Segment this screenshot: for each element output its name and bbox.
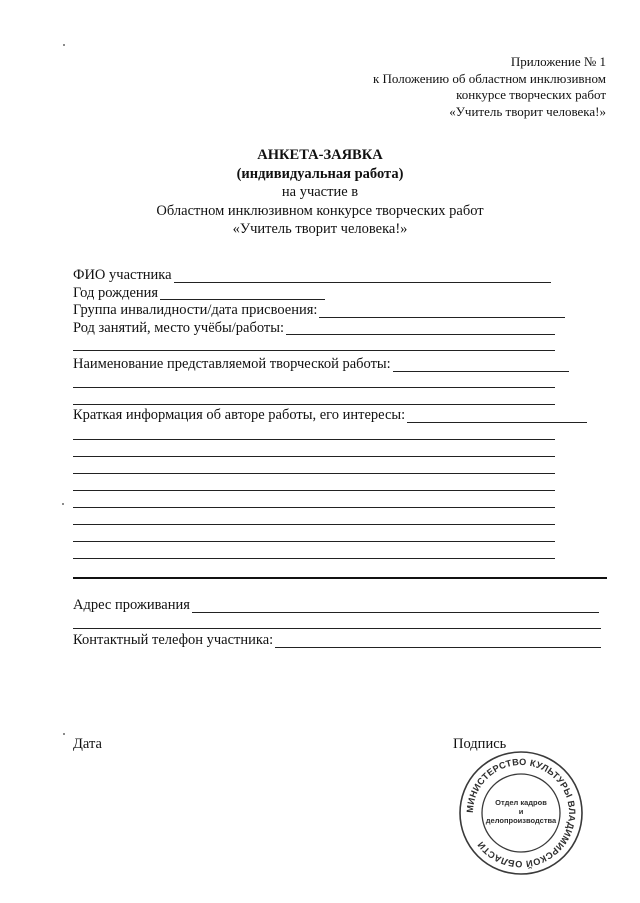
work-title-field — [73, 356, 613, 374]
round-stamp — [458, 750, 584, 876]
address-line-2[interactable] — [73, 628, 601, 629]
scan-speck — [62, 503, 64, 505]
appendix-number: Приложение № 1 — [510, 54, 606, 69]
occupation-label: Род занятий, место учёбы/работы: — [73, 319, 285, 336]
form-title-contest: Областном инклюзивном конкурсе творческих работ — [156, 202, 484, 219]
author-info-line-3[interactable] — [73, 456, 555, 457]
signature-label: Подпись — [453, 736, 507, 752]
stamp-center-line1: Отдел кадров — [495, 798, 547, 807]
fio-row — [73, 267, 613, 285]
scan-speck — [63, 44, 65, 46]
author-info-field — [73, 407, 613, 425]
author-info-line-6[interactable] — [73, 507, 555, 508]
disability-row — [73, 302, 613, 320]
fio-label: ФИО участника — [73, 267, 172, 283]
scan-speck — [63, 733, 65, 735]
address-label: Адрес проживания — [73, 597, 190, 613]
occupation-row — [73, 320, 613, 338]
birth-year-row — [73, 285, 613, 303]
work-title-line-2[interactable] — [73, 387, 555, 388]
form-fields — [73, 267, 613, 337]
section-divider — [73, 577, 607, 579]
disability-label: Группа инвалидности/дата присвоения: — [73, 302, 318, 318]
author-info-line-9[interactable] — [73, 558, 555, 559]
stamp-center-line2: и — [518, 807, 524, 816]
address-field — [73, 597, 613, 615]
phone-label: Контактный телефон участника: — [73, 632, 274, 648]
phone-field — [73, 632, 613, 650]
form-title-contest-name: «Учитель творит человека!» — [232, 221, 408, 237]
address-row — [73, 597, 613, 615]
form-title-participation: на участие в — [281, 184, 359, 200]
stamp-ring-textpath: МИНИСТЕРСТВО КУЛЬТУРЫ ВЛАДИМИРСКОЙ ОБЛАСТИ — [464, 756, 578, 870]
date-label: Дата — [73, 736, 102, 752]
work-title-row — [73, 356, 613, 374]
form-subtitle: (индивидуальная работа) — [236, 165, 404, 182]
author-info-line-2[interactable] — [73, 439, 555, 440]
author-info-line-4[interactable] — [73, 473, 555, 474]
author-info-label: Краткая информация об авторе работы, его интересы: — [73, 407, 406, 423]
work-title-label: Наименование представляемой творческой работы: — [73, 356, 391, 372]
stamp-center-line3: делопроизводства — [485, 816, 557, 825]
appendix-header — [306, 54, 606, 120]
author-info-row — [73, 407, 613, 425]
author-info-line-8[interactable] — [73, 541, 555, 542]
occupation-extra-line[interactable] — [73, 350, 555, 351]
author-info-line-7[interactable] — [73, 524, 555, 525]
author-info-line-5[interactable] — [73, 490, 555, 491]
form-title-block — [0, 146, 640, 239]
appendix-contest-name: «Учитель творит человека!» — [449, 103, 606, 119]
appendix-contest: конкурсе творческих работ — [456, 87, 606, 102]
appendix-regulation: к Положению об областном инклюзивном — [372, 70, 606, 86]
birth-year-label: Год рождения — [73, 284, 159, 301]
phone-row — [73, 632, 613, 650]
form-title: АНКЕТА-ЗАЯВКА — [257, 147, 383, 163]
work-title-line-3[interactable] — [73, 404, 555, 405]
